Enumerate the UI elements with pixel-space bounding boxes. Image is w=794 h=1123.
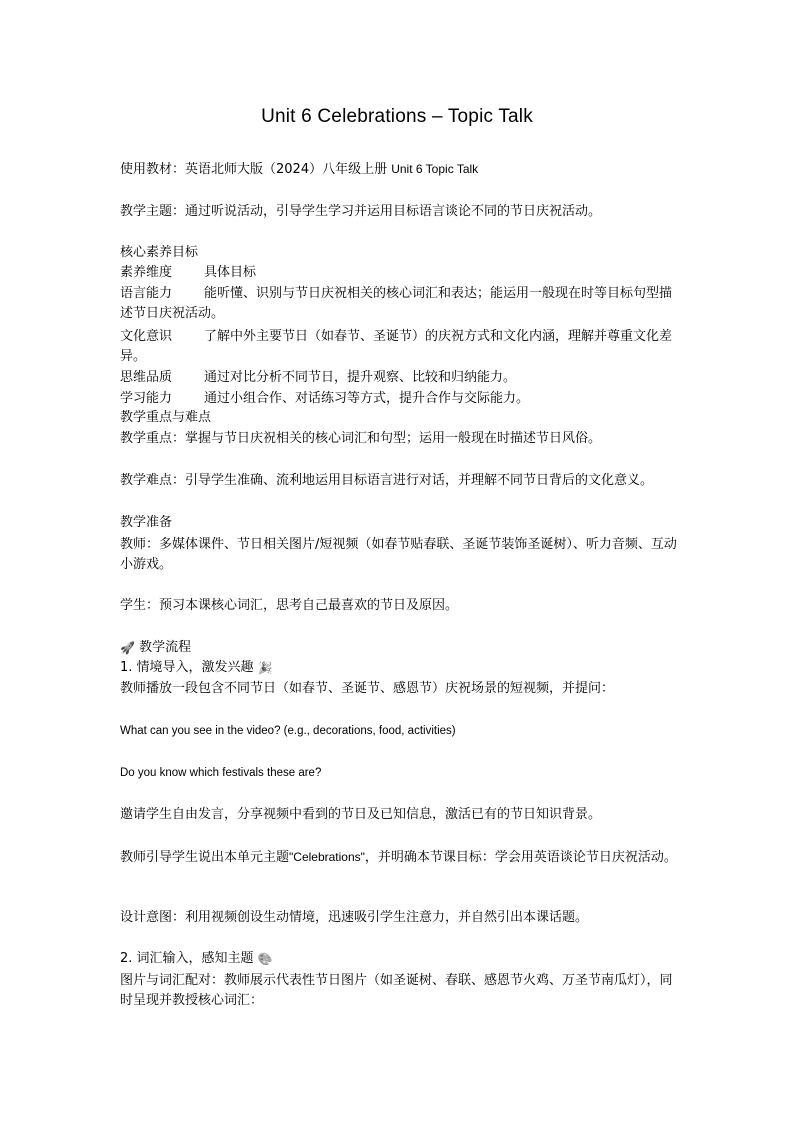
literacy-dimension: 语言能力: [120, 286, 173, 301]
textbook-line: [120, 160, 680, 179]
step2-text: 图片与词汇配对：教师展示代表性节日图片（如圣诞树、春联、感恩节火鸡、万圣节南瓜灯），同时呈现并教授核心词汇：: [120, 973, 673, 1008]
rocket-icon: 🚀: [120, 640, 135, 655]
step1-invite: 邀请学生自由发言，分享视频中看到的节日及已知信息，激活已有的节日知识背景。: [120, 807, 602, 822]
literacy-goal: 了解中外主要节日（如春节、圣诞节）的庆祝方式和文化内涵，理解并尊重文化差异。: [120, 329, 673, 364]
textbook-value: Unit 6 Topic Talk: [391, 162, 479, 176]
preparation-student: 学生：预习本课核心词汇，思考自己最喜欢的节日及原因。: [120, 598, 459, 613]
preparation-teacher: 教师：多媒体课件、节日相关图片/短视频（如春节贴春联、圣诞节装饰圣诞树）、听力音频、互动小游戏。: [120, 537, 677, 572]
literacy-header-dimension: 素养维度: [120, 265, 173, 280]
textbook-label: 使用教材：英语北师大版（2024）八年级上册: [120, 162, 392, 177]
literacy-row-learning: [120, 389, 680, 409]
literacy-row-culture: [120, 327, 680, 367]
step1-design-intent: 设计意图：利用视频创设生动情境，迅速吸引学生注意力，并自然引出本课话题。: [120, 910, 589, 925]
step1-intro: 教师播放一段包含不同节日（如春节、圣诞节、感恩节）庆祝场景的短视频，并提问：: [120, 681, 615, 696]
literacy-dimension: 文化意识: [120, 329, 173, 344]
step1-guide-pre: 教师引导学生说出本单元主题: [120, 850, 290, 865]
literacy-row-language: [120, 284, 680, 324]
literacy-goal: 能听懂、识别与节日庆祝相关的核心词汇和表达；能运用一般现在时等目标句型描述节日庆祝活动。: [120, 286, 673, 321]
step2-title: 2. 词汇输入，感知主题: [120, 951, 254, 966]
step2-title-line: [120, 950, 680, 968]
literacy-header-row: [120, 263, 680, 283]
literacy-goal: 通过小组合作、对话练习等方式，提升合作与交际能力。: [204, 391, 530, 406]
literacy-header-goal: 具体目标: [204, 265, 257, 280]
literacy-goal: 通过对比分析不同节日，提升观察、比较和归纳能力。: [204, 370, 517, 385]
step1-question-1: What can you see in the video? (e.g., decorations, food, activities): [120, 725, 456, 737]
literacy-dimension: 学习能力: [120, 391, 173, 406]
procedure-heading-line: [120, 639, 680, 657]
teaching-focus: 教学重点：掌握与节日庆祝相关的核心词汇和句型；运用一般现在时描述节日风俗。: [120, 431, 602, 446]
step1-question-2: Do you know which festivals these are?: [120, 767, 322, 779]
literacy-dimension: 思维品质: [120, 370, 173, 385]
literacy-row-thinking: [120, 368, 680, 388]
document-title: Unit 6 Celebrations – Topic Talk: [261, 106, 533, 127]
core-literacy-heading: 核心素养目标: [120, 245, 199, 260]
step1-guide-post: ，并明确本节课目标：学会用英语谈论节日庆祝活动。: [364, 850, 677, 865]
teaching-difficulty: 教学难点：引导学生准确、流利地运用目标语言进行对话，并理解不同节日背后的文化意义。: [120, 473, 654, 488]
step1-guide: [120, 847, 680, 868]
step1-guide-en: "Celebrations": [289, 850, 365, 864]
key-points-heading: 教学重点与难点: [120, 410, 212, 425]
step1-title: 1. 情境导入，激发兴趣: [120, 660, 254, 675]
party-popper-icon: 🎉: [257, 660, 273, 675]
procedure-heading: 教学流程: [139, 640, 192, 655]
step1-title-line: [120, 659, 680, 677]
preparation-heading: 教学准备: [120, 515, 173, 530]
palette-icon: 🎨: [257, 951, 273, 966]
teaching-theme: 教学主题：通过听说活动，引导学生学习并运用目标语言谈论不同的节日庆祝活动。: [120, 204, 602, 219]
